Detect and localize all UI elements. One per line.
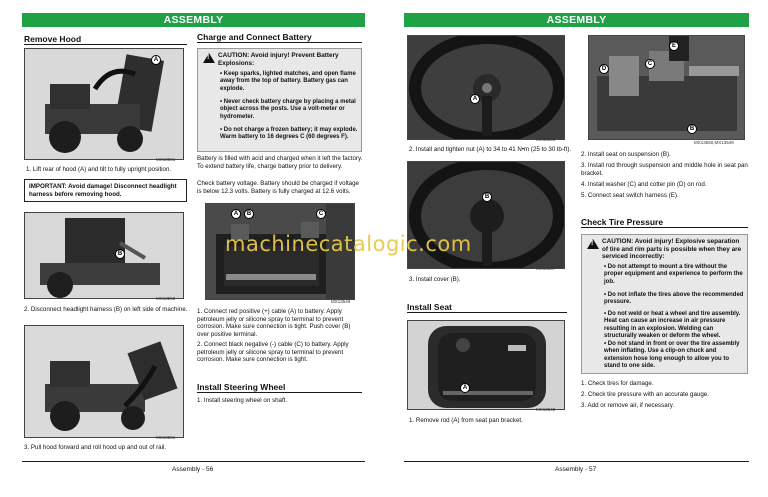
callout-c: C [316, 209, 326, 219]
battery-paragraph: Check battery voltage. Battery should be charged if voltage is below 12.3 volts. Battery is fully charged at 12.6 volts. [197, 180, 360, 195]
seat-suspension-photo [588, 35, 745, 140]
section-banner: ASSEMBLY [404, 13, 749, 27]
step-text: 2. Disconnect headlight harness (B) on left side of machine. [24, 306, 188, 313]
step-text: 4. Install washer (C) and cotter pin (D) on rod. [581, 181, 707, 188]
warning-icon [587, 239, 599, 249]
page-number: Assembly - 57 [555, 466, 597, 473]
step-text: 1. Remove rod (A) from seat pan bracket. [409, 417, 523, 424]
battery-caution-box [197, 48, 362, 152]
callout-c: C [645, 59, 655, 69]
heading-rule [24, 44, 187, 45]
heading-rule [197, 392, 362, 393]
section-banner: ASSEMBLY [22, 13, 365, 27]
caution-bullet: • Do not inflate the tires above the recommended pressure. [604, 292, 744, 306]
hood-roll-photo [24, 325, 184, 438]
heading-rule [581, 227, 748, 228]
seat-photo [407, 320, 565, 410]
photo-code: MX13548 [536, 407, 556, 412]
warning-icon [203, 53, 215, 63]
callout-b: B [687, 124, 697, 134]
photo-code: MX13546 [536, 137, 556, 142]
step-text: 3. Install cover (B). [409, 276, 461, 283]
callout-a: A [470, 94, 480, 104]
footer-rule [22, 461, 365, 462]
caution-title: CAUTION: Avoid injury! Explosive separation of tire and rim parts is possible when they are serviced incorrectly: [602, 238, 742, 261]
hood-lift-photo [24, 48, 184, 160]
callout-b: B [115, 249, 125, 259]
photo-code: MX13547 [536, 266, 556, 271]
tire-heading: Check Tire Pressure [581, 217, 664, 227]
photo-code: MX13551 [156, 157, 176, 162]
step-text: 1. Connect red positive (+) cable (A) to battery. Apply petroleum jelly or silicone spray to terminal to prevent corrosion. Make sure connection is tight. Push cover (B) over positive terminal. [197, 308, 351, 338]
caution-bullet: • Keep sparks, lighted matches, and open flame away from the top of battery. Battery gas can explode. [220, 71, 356, 92]
headlight-harness-photo [24, 212, 184, 299]
caution-title: CAUTION: Avoid injury! Prevent Battery Explosions: [218, 52, 339, 67]
important-text: IMPORTANT: Avoid damage! Disconnect headlight harness before removing hood. [29, 183, 177, 198]
important-notice [24, 179, 187, 202]
battery-paragraph: Battery is filled with acid and charged when it left the factory. To extend battery life, charge battery prior to delivery. [197, 155, 363, 170]
install-seat-heading: Install Seat [407, 302, 452, 312]
caution-bullet: • Never check battery charge by placing a metal object across the posts. Use a volt-meter or hydrometer. [220, 99, 356, 120]
step-text: 2. Install seat on suspension (B). [581, 151, 671, 158]
callout-d: D [599, 64, 609, 74]
steering-heading: Install Steering Wheel [197, 382, 286, 392]
step-text: 2. Connect black negative (-) cable (C) to battery. Apply petroleum jelly or silicone spray to terminal to prevent corrosion. Make sure connection is tight. [197, 341, 349, 364]
step-text: 2. Install and tighten nut (A) to 34 to 41 N•m (25 to 30 lb-ft). [409, 146, 572, 153]
caution-bullet: • Do not stand in front or over the tire assembly when inflating. Use a clip-on chuck and extension hose long enough to allow you to stand to one side. [604, 341, 740, 370]
heading-rule [407, 312, 567, 313]
step-text: 1. Check tires for damage. [581, 380, 654, 387]
step-text: 1. Install steering wheel on shaft. [197, 397, 288, 404]
callout-a: A [231, 209, 241, 219]
callout-b: B [482, 192, 492, 202]
step-text: 3. Pull hood forward and roll hood up and out of rail. [24, 444, 167, 451]
caution-bullet: • Do not attempt to mount a tire without the proper equipment and experience to perform the job. [604, 264, 743, 285]
remove-hood-heading: Remove Hood [24, 34, 82, 44]
photo-code: MX13552 [156, 296, 176, 301]
photo-code: MX13550,MX13549 [694, 140, 734, 145]
heading-rule [197, 42, 362, 43]
photo-code: MX13551 [156, 435, 176, 440]
steering-nut-photo [407, 35, 565, 140]
footer-rule [404, 461, 749, 462]
photo-code: MX13549 [331, 299, 351, 304]
callout-e: E [669, 41, 679, 51]
step-text: 5. Connect seat switch harness (E). [581, 192, 679, 199]
callout-b: B [244, 209, 254, 219]
caution-bullet: • Do not charge a frozen battery; it may explode. Warm battery to 16 degrees C (60 degrees F). [220, 127, 358, 141]
step-text: 3. Install rod through suspension and middle hole in seat pan bracket. [581, 162, 748, 177]
step-text: 3. Add or remove air, if necessary. [581, 402, 675, 409]
callout-a: A [151, 55, 161, 65]
step-text: 1. Lift rear of hood (A) and tilt to fully upright position. [26, 166, 172, 173]
caution-bullet: • Do not weld or heat a wheel and tire assembly. Heat can cause an increase in air pressure resulting in an explosion. Welding can structurally weaken or deform the wheel. [604, 311, 741, 340]
page-number: Assembly - 56 [172, 466, 214, 473]
step-text: 2. Check tire pressure with an accurate gauge. [581, 391, 709, 398]
callout-a: A [460, 383, 470, 393]
battery-heading: Charge and Connect Battery [197, 32, 312, 42]
tire-caution-box [581, 234, 748, 374]
watermark: machinecatalogic.com [225, 232, 472, 256]
